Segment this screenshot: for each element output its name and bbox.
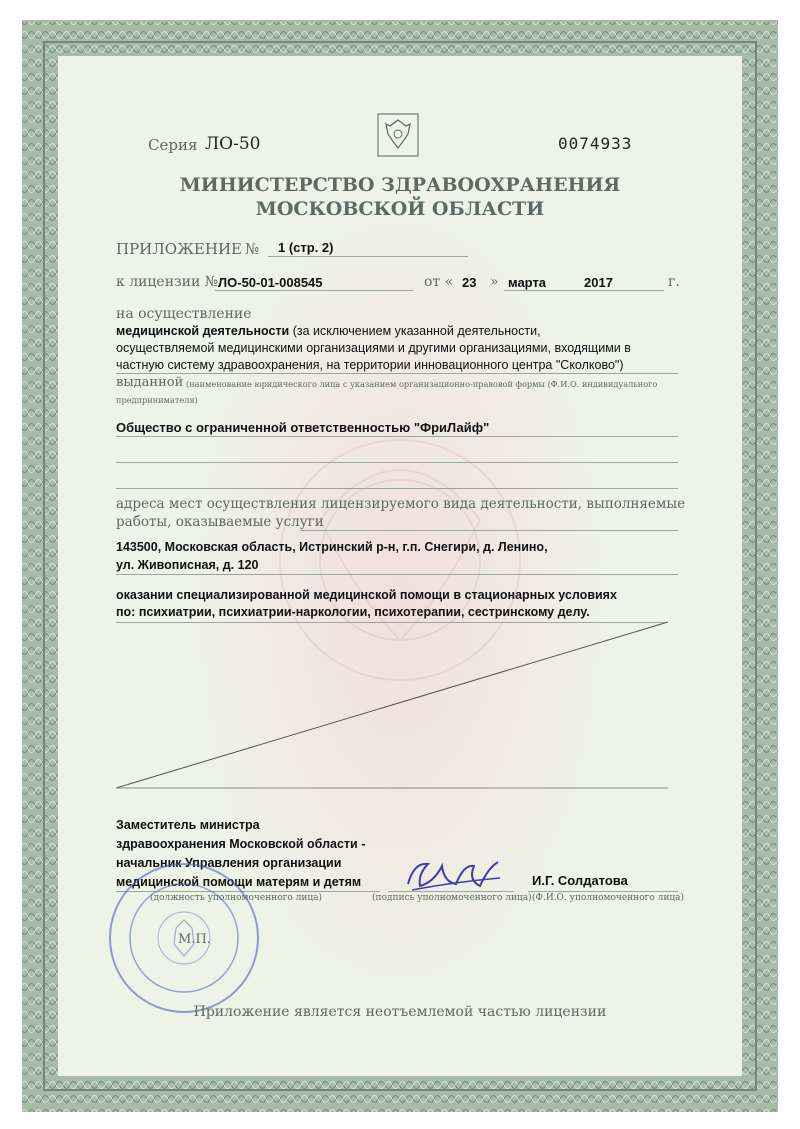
license-day: 23 <box>462 275 477 290</box>
license-number: ЛО-50-01-008545 <box>218 275 323 290</box>
company-name: Общество с ограниченной ответственностью "ФриЛайф" <box>116 420 490 435</box>
caption-signature: (подпись уполномоченного лица) <box>372 893 532 903</box>
signatory-position-line2: здравоохранения Московской области - <box>116 837 366 851</box>
ministry-title-line2: МОСКОВСКОЙ ОБЛАСТИ <box>255 198 545 220</box>
form-number: 0074933 <box>558 134 633 153</box>
address-label-line2: работы, оказываемые услуги <box>116 514 324 530</box>
license-from-label: от « <box>424 274 454 290</box>
activity-line3: частную систему здравоохранения, на территории инновационного центра "Сколково") <box>116 358 624 372</box>
activity-line1-rest: (за исключением указанной деятельности, <box>289 324 541 338</box>
activity-label: на осуществление <box>116 306 252 322</box>
signatory-position-line1: Заместитель министра <box>116 818 260 832</box>
activity-title: медицинской деятельности <box>116 324 290 338</box>
appendix-value: 1 (стр. 2) <box>278 240 334 255</box>
license-year: 2017 <box>584 275 613 290</box>
ministry-title-line1: МИНИСТЕРСТВО ЗДРАВООХРАНЕНИЯ <box>179 174 621 196</box>
series-label: Серия <box>148 136 198 154</box>
address-label-line1: адреса мест осуществления лицензируемого вида деятельности, выполняемые <box>116 496 686 512</box>
license-month: марта <box>508 275 547 290</box>
series-value: ЛО-50 <box>205 134 261 154</box>
signatory-name: И.Г. Солдатова <box>532 873 628 888</box>
appendix-num-sign: № <box>245 240 260 258</box>
address-line1: 143500, Московская область, Истринский р-н, г.п. Снегири, д. Ленино, <box>116 540 548 554</box>
issued-hint-line1: (наименование юридического лица с указанием организационно-правовой формы (Ф.И.О. индивидуального <box>186 379 658 389</box>
issued-hint-line2: предпринимателя) <box>116 395 198 405</box>
license-prefix: к лицензии № <box>116 274 219 290</box>
address-line2: ул. Живописная, д. 120 <box>116 558 259 572</box>
signatory-position-line3: начальник Управления организации <box>116 856 342 870</box>
activity-line2: осуществляемой медицинскими организациями и другими организациями, входящими в <box>116 341 631 355</box>
caption-name: (Ф.И.О. уполномоченного лица) <box>532 893 684 903</box>
services-line1: оказании специализированной медицинской помощи в стационарных условиях <box>116 588 617 602</box>
issued-label: выданной <box>116 375 184 390</box>
license-quote-close: » <box>490 274 499 290</box>
signatory-position-line4: медицинской помощи матерям и детям <box>116 875 362 889</box>
services-line2: по: психиатрии, психиатрии-наркологии, психотерапии, сестринскому делу. <box>116 605 590 619</box>
caption-position: (должность уполномоченного лица) <box>150 893 322 903</box>
license-year-suffix: г. <box>668 274 680 290</box>
stamp-label: М.П. <box>178 932 211 947</box>
footer-note: Приложение является неотъемлемой частью лицензии <box>193 1004 607 1020</box>
appendix-label: ПРИЛОЖЕНИЕ <box>116 240 242 258</box>
